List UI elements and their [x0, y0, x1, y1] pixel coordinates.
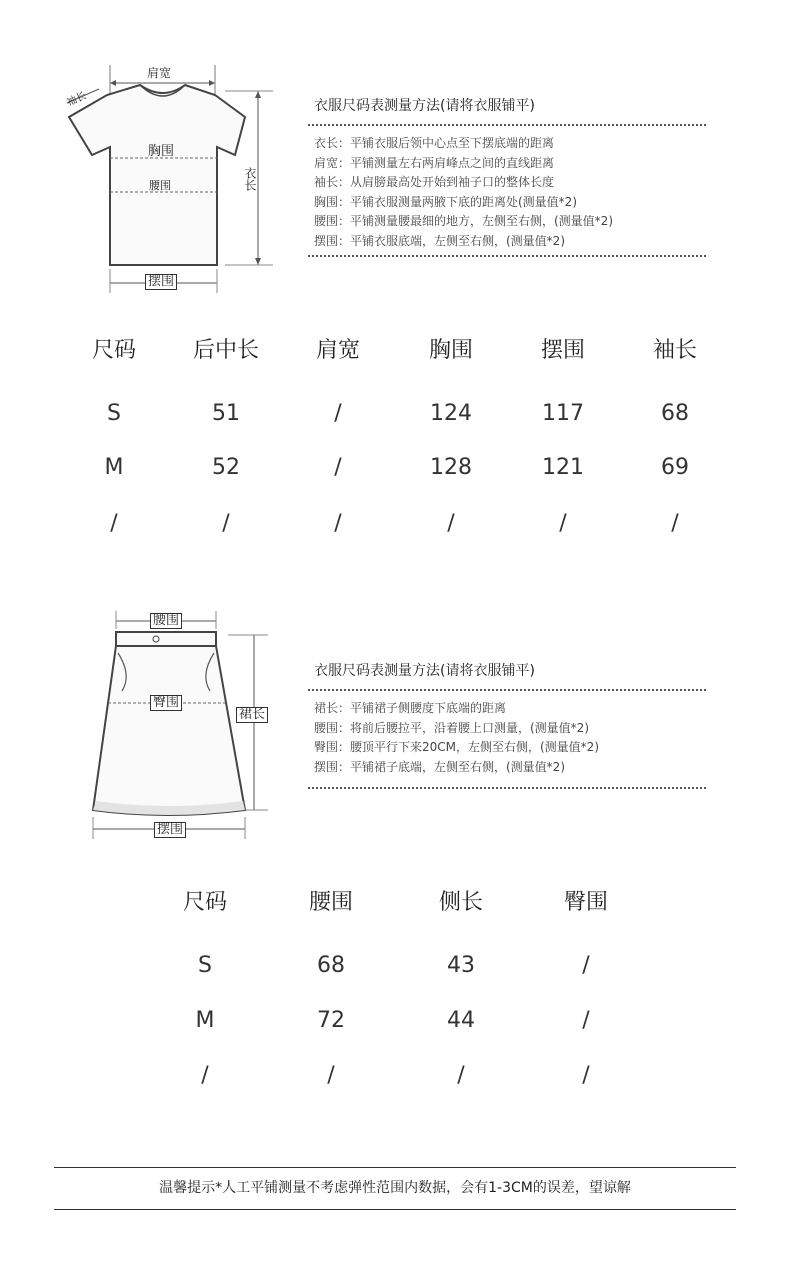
table-cell: /	[582, 1063, 590, 1088]
top-method-line: 衣长：平铺衣服后领中心点至下摆底端的距离	[314, 136, 555, 150]
footer-note: 温馨提示*人工平铺测量不考虑弹性范围内数据，会有1-3CM的误差，望谅解	[159, 1180, 631, 1196]
top-method-line: 肩宽：平铺测量左右两肩峰点之间的直线距离	[314, 155, 555, 170]
table-cell: /	[334, 511, 342, 536]
skirt-length-label: 裙长	[236, 707, 268, 723]
top-table-header-row	[0, 331, 790, 371]
top-header-sleeve: 袖长	[652, 338, 697, 363]
skirt-method-line: 腰围：将前后腰拉平，沿着腰上口测量，(测量值*2)	[314, 720, 589, 735]
table-cell: /	[671, 511, 679, 536]
skirt-header-size: 尺码	[182, 890, 227, 915]
skirt-method-line: 摆围：平铺裙子底端，左侧至右侧，(测量值*2)	[314, 759, 565, 774]
table-cell: 124	[430, 401, 472, 426]
skirt-diagram	[88, 605, 278, 845]
skirt-method-divider	[308, 787, 706, 789]
table-cell: /	[201, 1063, 209, 1088]
top-method-line: 腰围：平铺测量腰最细的地方，左侧至右侧，(测量值*2)	[314, 214, 614, 228]
top-header-size: 尺码	[91, 338, 136, 363]
table-cell: 128	[430, 455, 472, 480]
skirt-outline-illustration	[88, 605, 278, 845]
table-cell: S	[198, 953, 212, 978]
skirt-method-line: 臀围：腰顶平行下来20CM，左侧至右侧，(测量值*2)	[314, 740, 600, 754]
table-cell: S	[107, 401, 121, 426]
tshirt-shoulder-label: 肩宽	[147, 66, 172, 80]
skirt-header-waist: 腰围	[308, 890, 353, 915]
table-cell: /	[110, 511, 118, 536]
table-cell: /	[559, 511, 567, 536]
table-cell: /	[582, 953, 590, 978]
table-row	[0, 504, 790, 544]
table-cell: /	[334, 455, 342, 480]
table-row	[0, 1001, 790, 1041]
tshirt-diagram	[55, 55, 285, 300]
skirt-header-side-length: 侧长	[438, 890, 483, 915]
table-row	[0, 1056, 790, 1096]
table-cell: /	[457, 1063, 465, 1088]
top-header-back-length: 后中长	[192, 338, 259, 363]
tshirt-sleeve-label: 袖长	[65, 90, 89, 109]
table-cell: 43	[447, 953, 475, 978]
table-cell: 121	[542, 455, 584, 480]
table-cell: /	[582, 1008, 590, 1033]
table-row	[0, 448, 790, 488]
top-header-shoulder: 肩宽	[315, 338, 360, 363]
table-cell: /	[222, 511, 230, 536]
table-cell: 68	[317, 953, 345, 978]
table-cell: 72	[317, 1008, 345, 1033]
table-cell: 51	[212, 401, 240, 426]
table-cell: /	[327, 1063, 335, 1088]
table-cell: 68	[661, 401, 689, 426]
table-row	[0, 946, 790, 986]
skirt-method-lines	[308, 691, 706, 777]
top-method-line: 袖长：从肩膀最高处开始到袖子口的整体长度	[314, 175, 555, 189]
footer-bottom-divider	[54, 1209, 736, 1210]
skirt-hem-label: 摆围	[154, 822, 186, 838]
skirt-measure-method	[308, 661, 706, 789]
table-cell: M	[195, 1008, 215, 1033]
skirt-table-header-row	[0, 883, 790, 923]
top-header-hem: 摆围	[540, 338, 585, 363]
table-cell: 44	[447, 1008, 475, 1033]
skirt-method-title: 衣服尺码表测量方法(请将衣服铺平)	[314, 663, 535, 679]
top-method-line: 胸围：平铺衣服测量两腋下底的距离处(测量值*2)	[314, 194, 577, 209]
top-header-chest: 胸围	[428, 338, 473, 363]
skirt-waist-label: 腰围	[150, 613, 182, 629]
table-cell: /	[447, 511, 455, 536]
skirt-header-hip: 臀围	[563, 890, 608, 915]
skirt-hip-label: 臀围	[150, 695, 182, 711]
table-row	[0, 394, 790, 434]
table-cell: 52	[212, 455, 240, 480]
top-method-line: 摆围：平铺衣服底端，左侧至右侧，(测量值*2)	[314, 233, 565, 248]
top-method-divider	[308, 255, 706, 257]
top-method-lines	[308, 126, 706, 251]
top-measure-method	[308, 96, 706, 257]
table-cell: M	[104, 455, 124, 480]
skirt-method-line: 裙长：平铺裙子侧腰度下底端的距离	[314, 701, 507, 715]
tshirt-waist-label: 腰围	[149, 179, 171, 192]
top-method-title: 衣服尺码表测量方法(请将衣服铺平)	[314, 98, 535, 114]
table-cell: 117	[542, 401, 584, 426]
tshirt-hem-label: 摆围	[145, 274, 177, 290]
table-cell: 69	[661, 455, 689, 480]
table-cell: /	[334, 401, 342, 426]
tshirt-length-label: 衣长	[243, 167, 257, 191]
tshirt-chest-label: 胸围	[148, 144, 175, 159]
